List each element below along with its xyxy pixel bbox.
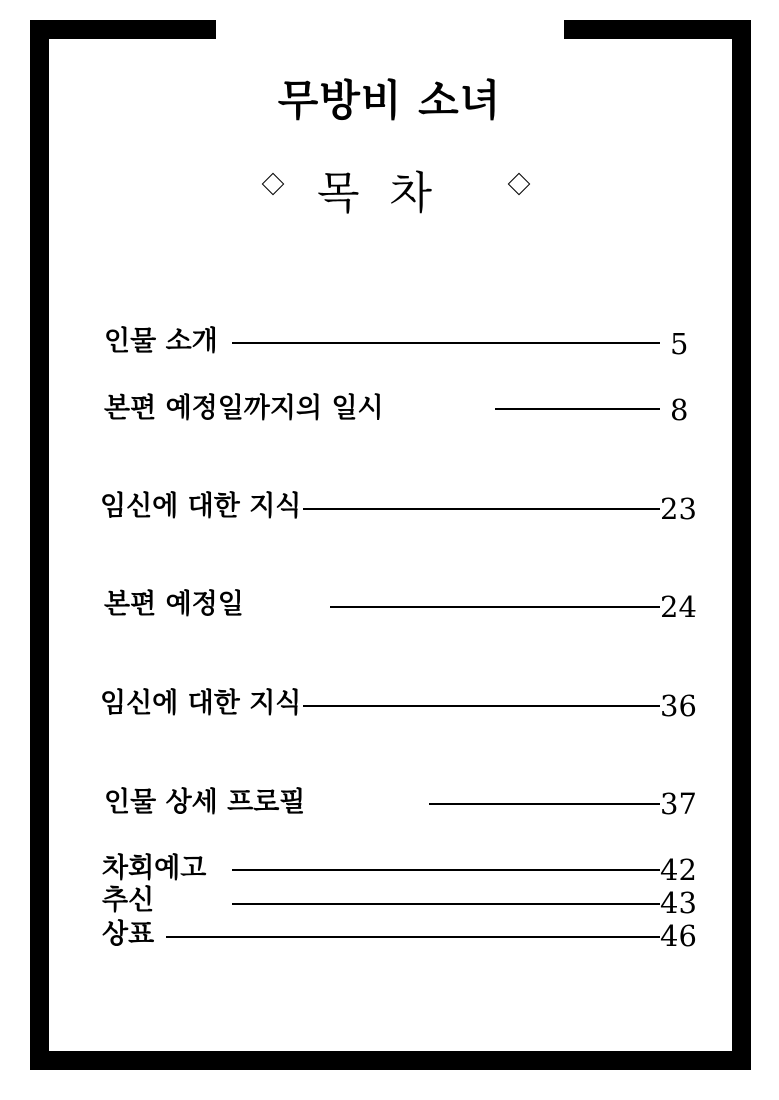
toc-leader-line [232,342,660,344]
toc-entry-label: 차회예고 [102,853,207,884]
toc-entry-page: 46 [660,919,697,953]
toc-entry-page: 36 [660,689,697,723]
document-title: 무방비 소녀 [277,76,502,125]
frame-top-right-border [564,20,751,39]
toc-entry-label: 본편 예정일까지의 일시 [104,393,384,424]
toc-leader-line [303,705,660,707]
toc-entry-page: 23 [660,492,697,526]
toc-entry-page: 24 [660,590,697,624]
toc-leader-line [232,903,660,905]
toc-entry-page: 43 [660,886,697,920]
toc-entry-page: 5 [670,327,689,361]
toc-entry-label: 인물 상세 프로필 [104,787,306,818]
toc-leader-line [330,606,660,608]
toc-leader-line [303,508,660,510]
toc-leader-line [166,936,660,938]
toc-entry-label: 인물 소개 [104,326,218,357]
toc-entry-label: 추신 [102,885,155,916]
toc-leader-line [495,408,660,410]
toc-entry-label: 본편 예정일 [104,589,244,620]
toc-entry-page: 8 [670,393,689,427]
toc-entry-label: 임신에 대한 지식 [100,688,302,719]
toc-leader-line [429,803,660,805]
toc-heading: 목차 [316,168,462,219]
frame-top-left-border [30,20,216,39]
toc-entry-page: 37 [660,787,697,821]
toc-entry-page: 42 [660,853,697,887]
toc-leader-line [232,869,660,871]
toc-entry-label: 임신에 대한 지식 [100,491,302,522]
toc-entry-label: 상표 [102,919,155,950]
frame-bottom-border [30,1051,751,1070]
